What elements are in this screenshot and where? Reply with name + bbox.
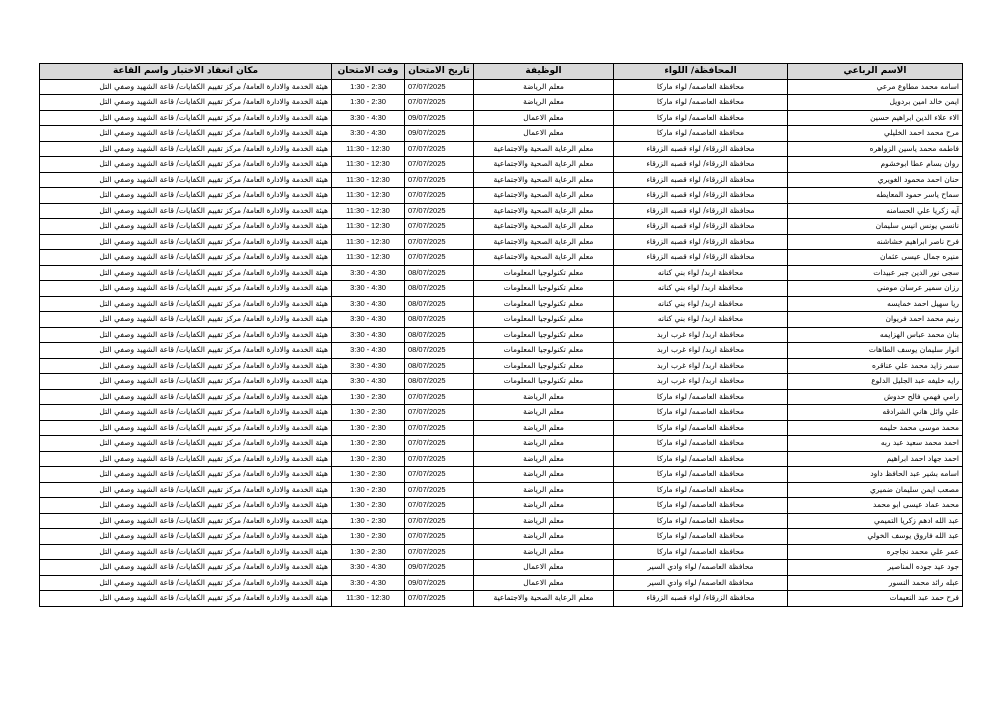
cell-job: معلم الرياضة	[474, 513, 614, 529]
cell-time: 11:30 - 12:30	[332, 234, 405, 250]
cell-governorate: محافظة الزرقاء/ لواء قصبه الزرقاء	[614, 234, 788, 250]
cell-name: رامي فهمي فالح حدوش	[788, 389, 963, 405]
table-row	[40, 79, 963, 95]
cell-place: هيئة الخدمة والادارة العامة/ مركز تقييم الكفايات/ قاعة الشهيد وصفي التل	[40, 591, 332, 607]
cell-time: 11:30 - 12:30	[332, 203, 405, 219]
cell-name: محمد موسى محمد حليمه	[788, 420, 963, 436]
cell-governorate: محافظة اربد/ لواء بني كنانه	[614, 281, 788, 297]
cell-place: هيئة الخدمة والادارة العامة/ مركز تقييم الكفايات/ قاعة الشهيد وصفي التل	[40, 234, 332, 250]
cell-date: 07/07/2025	[405, 250, 474, 266]
cell-date: 07/07/2025	[405, 420, 474, 436]
cell-time: 11:30 - 12:30	[332, 188, 405, 204]
cell-date: 07/07/2025	[405, 482, 474, 498]
table-row	[40, 529, 963, 545]
cell-date: 07/07/2025	[405, 234, 474, 250]
cell-governorate: محافظة العاصمه/ لواء ماركا	[614, 436, 788, 452]
table-row	[40, 110, 963, 126]
cell-governorate: محافظة الزرقاء/ لواء قصبه الزرقاء	[614, 157, 788, 173]
cell-date: 07/07/2025	[405, 188, 474, 204]
cell-governorate: محافظة الزرقاء/ لواء قصبه الزرقاء	[614, 591, 788, 607]
cell-place: هيئة الخدمة والادارة العامة/ مركز تقييم الكفايات/ قاعة الشهيد وصفي التل	[40, 498, 332, 514]
cell-date: 07/07/2025	[405, 405, 474, 421]
cell-governorate: محافظة العاصمه/ لواء وادي السير	[614, 560, 788, 576]
cell-time: 1:30 - 2:30	[332, 529, 405, 545]
cell-date: 07/07/2025	[405, 95, 474, 111]
cell-job: معلم تكنولوجيا المعلومات	[474, 358, 614, 374]
cell-name: آيه زكريا علي الحسامنه	[788, 203, 963, 219]
exam-schedule-table	[39, 63, 963, 607]
cell-date: 08/07/2025	[405, 296, 474, 312]
cell-governorate: محافظة العاصمه/ لواء ماركا	[614, 389, 788, 405]
header-row	[40, 64, 963, 80]
cell-place: هيئة الخدمة والادارة العامة/ مركز تقييم الكفايات/ قاعة الشهيد وصفي التل	[40, 575, 332, 591]
cell-name: سمر زايد محمد علي عناقره	[788, 358, 963, 374]
cell-name: روان بسام عطا ابوخشوم	[788, 157, 963, 173]
cell-job: معلم الرعاية الصحية والاجتماعية	[474, 188, 614, 204]
cell-date: 07/07/2025	[405, 219, 474, 235]
cell-job: معلم الرعاية الصحية والاجتماعية	[474, 234, 614, 250]
cell-date: 08/07/2025	[405, 374, 474, 390]
table-header	[40, 64, 963, 80]
cell-date: 09/07/2025	[405, 110, 474, 126]
table-row	[40, 467, 963, 483]
cell-governorate: محافظة العاصمه/ لواء ماركا	[614, 110, 788, 126]
cell-time: 3:30 - 4:30	[332, 110, 405, 126]
cell-job: معلم الاعمال	[474, 110, 614, 126]
header-governorate: المحافظة/ اللواء	[614, 64, 788, 80]
cell-name: سماح ياسر حمود المعايطه	[788, 188, 963, 204]
cell-date: 08/07/2025	[405, 327, 474, 343]
cell-time: 3:30 - 4:30	[332, 343, 405, 359]
table-row	[40, 389, 963, 405]
cell-job: معلم الرياضة	[474, 467, 614, 483]
cell-place: هيئة الخدمة والادارة العامة/ مركز تقييم الكفايات/ قاعة الشهيد وصفي التل	[40, 451, 332, 467]
table-row	[40, 172, 963, 188]
cell-place: هيئة الخدمة والادارة العامة/ مركز تقييم الكفايات/ قاعة الشهيد وصفي التل	[40, 95, 332, 111]
cell-job: معلم الرعاية الصحية والاجتماعية	[474, 157, 614, 173]
cell-place: هيئة الخدمة والادارة العامة/ مركز تقييم الكفايات/ قاعة الشهيد وصفي التل	[40, 389, 332, 405]
cell-name: فرح حمد عبد النعيمات	[788, 591, 963, 607]
cell-job: معلم الرياضة	[474, 529, 614, 545]
cell-governorate: محافظة العاصمه/ لواء ماركا	[614, 467, 788, 483]
cell-place: هيئة الخدمة والادارة العامة/ مركز تقييم الكفايات/ قاعة الشهيد وصفي التل	[40, 513, 332, 529]
cell-name: احمد محمد سعيد عبد ربه	[788, 436, 963, 452]
cell-date: 09/07/2025	[405, 575, 474, 591]
cell-name: رنيم محمد احمد فريوان	[788, 312, 963, 328]
header-date: تاريخ الامتحان	[405, 64, 474, 80]
cell-name: نانسي يونس انيس سليمان	[788, 219, 963, 235]
table-row	[40, 203, 963, 219]
cell-governorate: محافظة اربد/ لواء غرب اربد	[614, 327, 788, 343]
cell-place: هيئة الخدمة والادارة العامة/ مركز تقييم الكفايات/ قاعة الشهيد وصفي التل	[40, 281, 332, 297]
cell-place: هيئة الخدمة والادارة العامة/ مركز تقييم الكفايات/ قاعة الشهيد وصفي التل	[40, 327, 332, 343]
cell-place: هيئة الخدمة والادارة العامة/ مركز تقييم الكفايات/ قاعة الشهيد وصفي التل	[40, 79, 332, 95]
cell-job: معلم الاعمال	[474, 126, 614, 142]
table-row	[40, 281, 963, 297]
cell-time: 1:30 - 2:30	[332, 513, 405, 529]
cell-name: عبد الله فاروق يوسف الخولي	[788, 529, 963, 545]
cell-name: بنان محمد عباس الهزايمه	[788, 327, 963, 343]
cell-date: 08/07/2025	[405, 281, 474, 297]
table-row	[40, 591, 963, 607]
cell-job: معلم الاعمال	[474, 560, 614, 576]
cell-governorate: محافظة الزرقاء/ لواء قصبه الزرقاء	[614, 188, 788, 204]
cell-date: 07/07/2025	[405, 79, 474, 95]
table-row	[40, 126, 963, 142]
cell-job: معلم الرعاية الصحية والاجتماعية	[474, 591, 614, 607]
cell-time: 11:30 - 12:30	[332, 591, 405, 607]
cell-job: معلم الرعاية الصحية والاجتماعية	[474, 250, 614, 266]
cell-job: معلم الرياضة	[474, 79, 614, 95]
table-row	[40, 374, 963, 390]
cell-date: 07/07/2025	[405, 451, 474, 467]
cell-time: 11:30 - 12:30	[332, 219, 405, 235]
cell-time: 1:30 - 2:30	[332, 544, 405, 560]
cell-date: 07/07/2025	[405, 467, 474, 483]
cell-name: حنان احمد محمود الغويري	[788, 172, 963, 188]
cell-governorate: محافظة العاصمه/ لواء ماركا	[614, 420, 788, 436]
cell-job: معلم الرياضة	[474, 544, 614, 560]
cell-time: 1:30 - 2:30	[332, 79, 405, 95]
cell-name: منيره جمال عيسى عثمان	[788, 250, 963, 266]
cell-date: 09/07/2025	[405, 126, 474, 142]
table-row	[40, 95, 963, 111]
cell-name: اسامه محمد مطاوع مرعي	[788, 79, 963, 95]
cell-place: هيئة الخدمة والادارة العامة/ مركز تقييم الكفايات/ قاعة الشهيد وصفي التل	[40, 420, 332, 436]
cell-name: فاطمه محمد ياسين الزواهره	[788, 141, 963, 157]
cell-name: ريا سهيل احمد خمايسه	[788, 296, 963, 312]
cell-job: معلم الرياضة	[474, 451, 614, 467]
cell-name: سجى نور الدين جبر عبيدات	[788, 265, 963, 281]
cell-name: اسامه بشير عبد الحافظ داود	[788, 467, 963, 483]
cell-governorate: محافظة اربد/ لواء بني كنانه	[614, 312, 788, 328]
cell-place: هيئة الخدمة والادارة العامة/ مركز تقييم الكفايات/ قاعة الشهيد وصفي التل	[40, 203, 332, 219]
table-row	[40, 560, 963, 576]
cell-time: 11:30 - 12:30	[332, 172, 405, 188]
cell-governorate: محافظة اربد/ لواء غرب اربد	[614, 358, 788, 374]
cell-time: 3:30 - 4:30	[332, 265, 405, 281]
cell-name: مرح محمد احمد الخليلي	[788, 126, 963, 142]
cell-name: عمر علي محمد نجاجره	[788, 544, 963, 560]
cell-place: هيئة الخدمة والادارة العامة/ مركز تقييم الكفايات/ قاعة الشهيد وصفي التل	[40, 544, 332, 560]
cell-time: 1:30 - 2:30	[332, 405, 405, 421]
cell-job: معلم تكنولوجيا المعلومات	[474, 312, 614, 328]
cell-job: معلم الرياضة	[474, 498, 614, 514]
cell-name: احمد جهاد احمد ابراهيم	[788, 451, 963, 467]
header-time: وقت الامتحان	[332, 64, 405, 80]
cell-governorate: محافظة العاصمه/ لواء ماركا	[614, 405, 788, 421]
cell-governorate: محافظة العاصمه/ لواء ماركا	[614, 544, 788, 560]
cell-job: معلم تكنولوجيا المعلومات	[474, 265, 614, 281]
cell-time: 1:30 - 2:30	[332, 482, 405, 498]
table-row	[40, 498, 963, 514]
cell-job: معلم الرعاية الصحية والاجتماعية	[474, 141, 614, 157]
cell-governorate: محافظة العاصمه/ لواء ماركا	[614, 451, 788, 467]
table-row	[40, 575, 963, 591]
cell-place: هيئة الخدمة والادارة العامة/ مركز تقييم الكفايات/ قاعة الشهيد وصفي التل	[40, 172, 332, 188]
table-row	[40, 250, 963, 266]
cell-governorate: محافظة اربد/ لواء بني كنانه	[614, 265, 788, 281]
cell-time: 3:30 - 4:30	[332, 374, 405, 390]
cell-job: معلم الرياضة	[474, 95, 614, 111]
cell-place: هيئة الخدمة والادارة العامة/ مركز تقييم الكفايات/ قاعة الشهيد وصفي التل	[40, 312, 332, 328]
table-row	[40, 451, 963, 467]
exam-schedule-sheet	[39, 63, 962, 607]
cell-governorate: محافظة العاصمه/ لواء وادي السير	[614, 575, 788, 591]
cell-date: 07/07/2025	[405, 544, 474, 560]
table-row	[40, 358, 963, 374]
cell-place: هيئة الخدمة والادارة العامة/ مركز تقييم الكفايات/ قاعة الشهيد وصفي التل	[40, 110, 332, 126]
cell-place: هيئة الخدمة والادارة العامة/ مركز تقييم الكفايات/ قاعة الشهيد وصفي التل	[40, 358, 332, 374]
cell-name: عبله رائد محمد النسور	[788, 575, 963, 591]
cell-place: هيئة الخدمة والادارة العامة/ مركز تقييم الكفايات/ قاعة الشهيد وصفي التل	[40, 529, 332, 545]
cell-place: هيئة الخدمة والادارة العامة/ مركز تقييم الكفايات/ قاعة الشهيد وصفي التل	[40, 405, 332, 421]
cell-job: معلم الرعاية الصحية والاجتماعية	[474, 203, 614, 219]
table-row	[40, 327, 963, 343]
header-job: الوظيفة	[474, 64, 614, 80]
cell-place: هيئة الخدمة والادارة العامة/ مركز تقييم الكفايات/ قاعة الشهيد وصفي التل	[40, 560, 332, 576]
cell-time: 3:30 - 4:30	[332, 575, 405, 591]
cell-place: هيئة الخدمة والادارة العامة/ مركز تقييم الكفايات/ قاعة الشهيد وصفي التل	[40, 296, 332, 312]
cell-governorate: محافظة العاصمه/ لواء ماركا	[614, 95, 788, 111]
cell-time: 11:30 - 12:30	[332, 157, 405, 173]
cell-date: 07/07/2025	[405, 436, 474, 452]
cell-place: هيئة الخدمة والادارة العامة/ مركز تقييم الكفايات/ قاعة الشهيد وصفي التل	[40, 188, 332, 204]
cell-time: 1:30 - 2:30	[332, 498, 405, 514]
cell-job: معلم الرياضة	[474, 405, 614, 421]
cell-date: 07/07/2025	[405, 203, 474, 219]
cell-name: علي وائل هاني الشرادقه	[788, 405, 963, 421]
cell-time: 1:30 - 2:30	[332, 420, 405, 436]
table-row	[40, 343, 963, 359]
table-row	[40, 188, 963, 204]
cell-place: هيئة الخدمة والادارة العامة/ مركز تقييم الكفايات/ قاعة الشهيد وصفي التل	[40, 126, 332, 142]
table-row	[40, 312, 963, 328]
table-row	[40, 544, 963, 560]
cell-name: الاء علاء الدين ابراهيم حسين	[788, 110, 963, 126]
cell-name: انوار سليمان يوسف الطاهات	[788, 343, 963, 359]
cell-job: معلم تكنولوجيا المعلومات	[474, 296, 614, 312]
cell-time: 3:30 - 4:30	[332, 560, 405, 576]
cell-name: فرح ناصر ابراهيم خشاشنه	[788, 234, 963, 250]
table-row	[40, 219, 963, 235]
header-place: مكان انعقاد الاختبار واسم القاعة	[40, 64, 332, 80]
cell-time: 3:30 - 4:30	[332, 327, 405, 343]
cell-date: 08/07/2025	[405, 343, 474, 359]
table-row	[40, 420, 963, 436]
cell-governorate: محافظة الزرقاء/ لواء قصبه الزرقاء	[614, 141, 788, 157]
cell-date: 07/07/2025	[405, 141, 474, 157]
cell-time: 1:30 - 2:30	[332, 436, 405, 452]
cell-time: 3:30 - 4:30	[332, 126, 405, 142]
cell-job: معلم تكنولوجيا المعلومات	[474, 343, 614, 359]
cell-time: 1:30 - 2:30	[332, 95, 405, 111]
cell-job: معلم تكنولوجيا المعلومات	[474, 281, 614, 297]
cell-place: هيئة الخدمة والادارة العامة/ مركز تقييم الكفايات/ قاعة الشهيد وصفي التل	[40, 157, 332, 173]
cell-date: 08/07/2025	[405, 265, 474, 281]
table-row	[40, 513, 963, 529]
cell-date: 08/07/2025	[405, 358, 474, 374]
cell-job: معلم الرعاية الصحية والاجتماعية	[474, 172, 614, 188]
cell-governorate: محافظة الزرقاء/ لواء قصبه الزرقاء	[614, 172, 788, 188]
cell-governorate: محافظة اربد/ لواء غرب اربد	[614, 374, 788, 390]
cell-date: 07/07/2025	[405, 513, 474, 529]
cell-governorate: محافظة العاصمه/ لواء ماركا	[614, 529, 788, 545]
cell-date: 07/07/2025	[405, 591, 474, 607]
cell-time: 3:30 - 4:30	[332, 296, 405, 312]
cell-place: هيئة الخدمة والادارة العامة/ مركز تقييم الكفايات/ قاعة الشهيد وصفي التل	[40, 374, 332, 390]
table-row	[40, 296, 963, 312]
cell-time: 3:30 - 4:30	[332, 312, 405, 328]
table-row	[40, 141, 963, 157]
cell-time: 3:30 - 4:30	[332, 281, 405, 297]
cell-name: جود عيد جوده المناصير	[788, 560, 963, 576]
header-name: الاسم الرباعي	[788, 64, 963, 80]
cell-time: 3:30 - 4:30	[332, 358, 405, 374]
cell-governorate: محافظة الزرقاء/ لواء قصبه الزرقاء	[614, 250, 788, 266]
cell-name: محمد عماد عيسى ابو محمد	[788, 498, 963, 514]
cell-name: ايمن خالد امين بردويل	[788, 95, 963, 111]
cell-place: هيئة الخدمة والادارة العامة/ مركز تقييم الكفايات/ قاعة الشهيد وصفي التل	[40, 141, 332, 157]
cell-governorate: محافظة العاصمه/ لواء ماركا	[614, 498, 788, 514]
cell-time: 1:30 - 2:30	[332, 467, 405, 483]
table-row	[40, 234, 963, 250]
cell-place: هيئة الخدمة والادارة العامة/ مركز تقييم الكفايات/ قاعة الشهيد وصفي التل	[40, 436, 332, 452]
cell-place: هيئة الخدمة والادارة العامة/ مركز تقييم الكفايات/ قاعة الشهيد وصفي التل	[40, 482, 332, 498]
table-row	[40, 157, 963, 173]
cell-governorate: محافظة العاصمه/ لواء ماركا	[614, 126, 788, 142]
cell-place: هيئة الخدمة والادارة العامة/ مركز تقييم الكفايات/ قاعة الشهيد وصفي التل	[40, 265, 332, 281]
cell-time: 1:30 - 2:30	[332, 451, 405, 467]
cell-name: مصعب ايمن سليمان ضميري	[788, 482, 963, 498]
cell-date: 07/07/2025	[405, 172, 474, 188]
cell-place: هيئة الخدمة والادارة العامة/ مركز تقييم الكفايات/ قاعة الشهيد وصفي التل	[40, 467, 332, 483]
table-row	[40, 436, 963, 452]
cell-name: رزان سمير عرسان مومني	[788, 281, 963, 297]
cell-date: 07/07/2025	[405, 529, 474, 545]
cell-job: معلم الرياضة	[474, 420, 614, 436]
cell-date: 08/07/2025	[405, 312, 474, 328]
cell-date: 07/07/2025	[405, 389, 474, 405]
cell-name: رايه خليفه عبد الجليل الدلوع	[788, 374, 963, 390]
cell-governorate: محافظة العاصمه/ لواء ماركا	[614, 79, 788, 95]
cell-date: 09/07/2025	[405, 560, 474, 576]
cell-job: معلم الاعمال	[474, 575, 614, 591]
cell-place: هيئة الخدمة والادارة العامة/ مركز تقييم الكفايات/ قاعة الشهيد وصفي التل	[40, 343, 332, 359]
table-row	[40, 405, 963, 421]
cell-name: عبد الله ادهم زكريا التميمي	[788, 513, 963, 529]
table-row	[40, 265, 963, 281]
cell-job: معلم الرياضة	[474, 436, 614, 452]
cell-governorate: محافظة اربد/ لواء غرب اربد	[614, 343, 788, 359]
cell-time: 11:30 - 12:30	[332, 141, 405, 157]
cell-governorate: محافظة الزرقاء/ لواء قصبه الزرقاء	[614, 203, 788, 219]
cell-time: 11:30 - 12:30	[332, 250, 405, 266]
cell-time: 1:30 - 2:30	[332, 389, 405, 405]
cell-job: معلم تكنولوجيا المعلومات	[474, 327, 614, 343]
cell-place: هيئة الخدمة والادارة العامة/ مركز تقييم الكفايات/ قاعة الشهيد وصفي التل	[40, 250, 332, 266]
cell-job: معلم الرعاية الصحية والاجتماعية	[474, 219, 614, 235]
cell-place: هيئة الخدمة والادارة العامة/ مركز تقييم الكفايات/ قاعة الشهيد وصفي التل	[40, 219, 332, 235]
cell-job: معلم تكنولوجيا المعلومات	[474, 374, 614, 390]
cell-governorate: محافظة العاصمه/ لواء ماركا	[614, 513, 788, 529]
cell-date: 07/07/2025	[405, 498, 474, 514]
cell-date: 07/07/2025	[405, 157, 474, 173]
cell-governorate: محافظة العاصمه/ لواء ماركا	[614, 482, 788, 498]
table-body	[40, 79, 963, 606]
table-row	[40, 482, 963, 498]
cell-job: معلم الرياضة	[474, 482, 614, 498]
cell-governorate: محافظة الزرقاء/ لواء قصبه الزرقاء	[614, 219, 788, 235]
cell-governorate: محافظة اربد/ لواء بني كنانه	[614, 296, 788, 312]
cell-job: معلم الرياضة	[474, 389, 614, 405]
